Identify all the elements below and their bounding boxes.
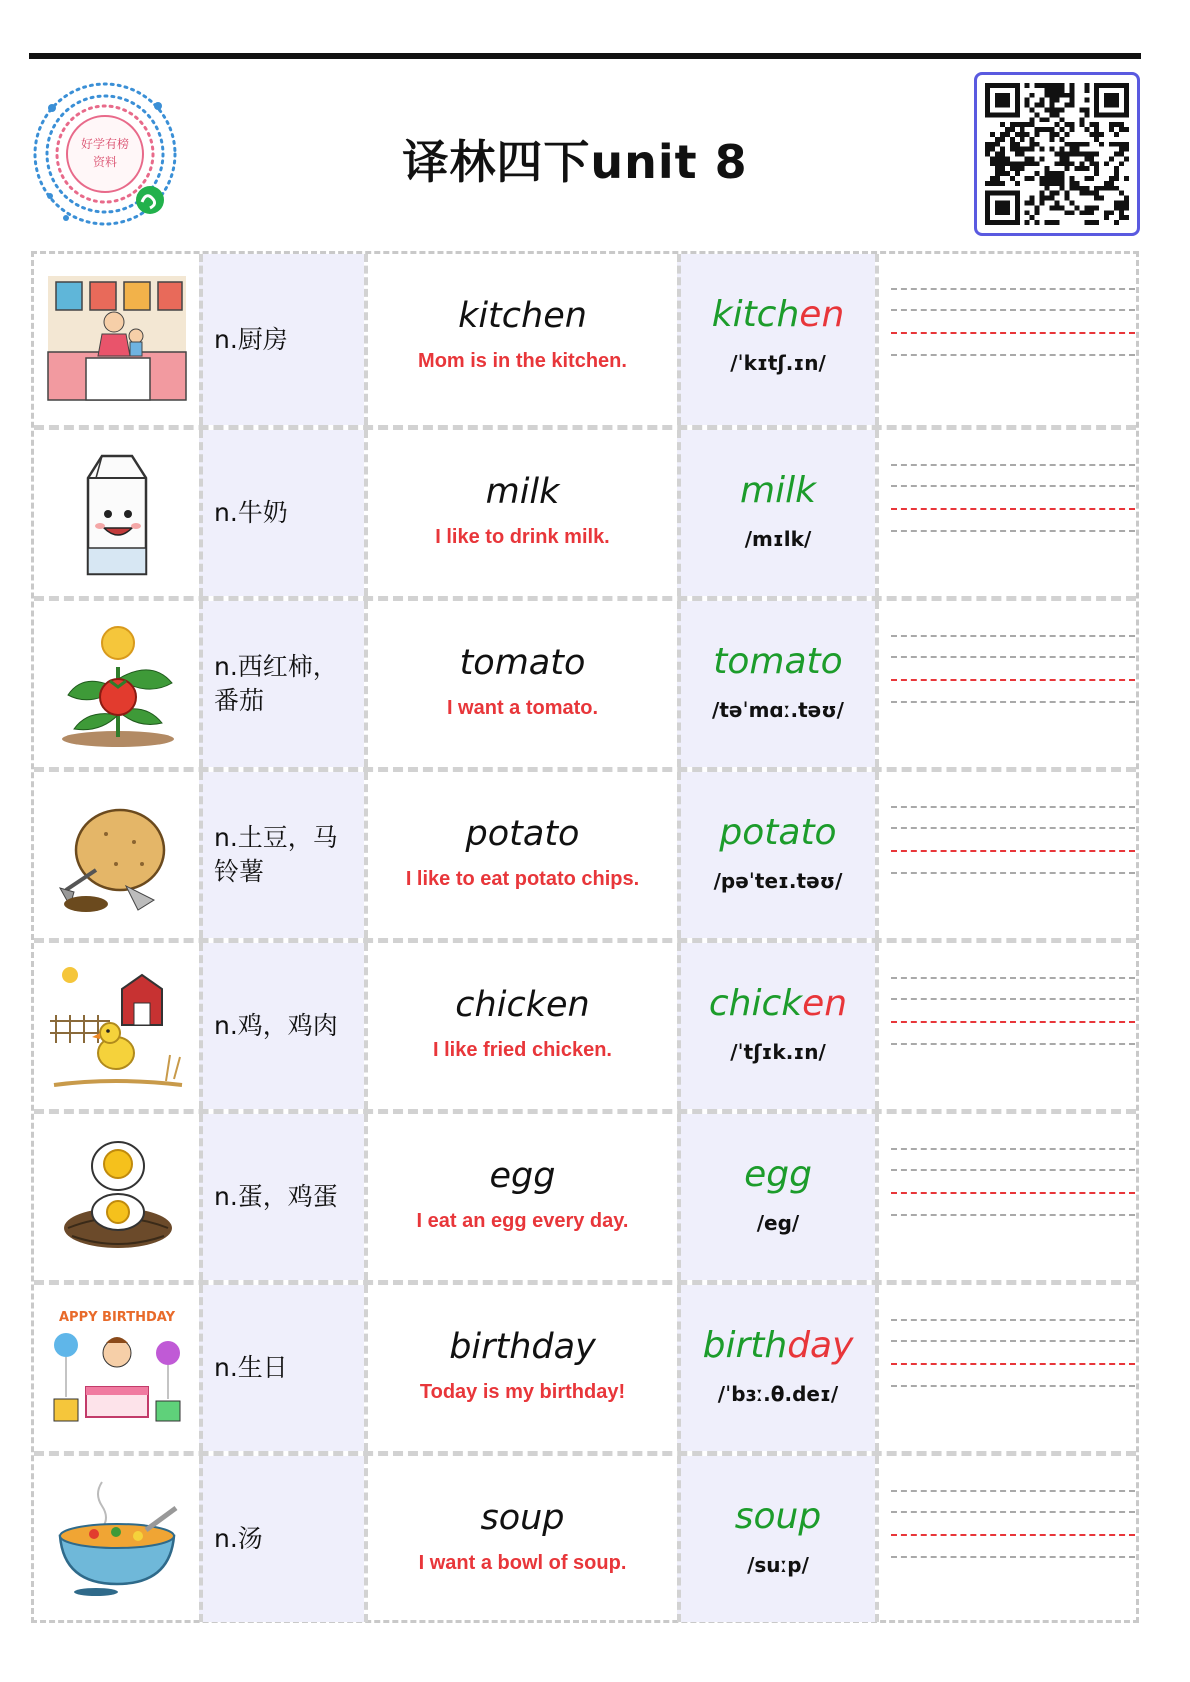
chinese-meaning-cell: [199, 430, 364, 596]
practice-line: [891, 485, 1135, 487]
practice-line: [891, 701, 1135, 703]
practice-line: [891, 1490, 1135, 1492]
chinese-meaning: n.生日: [214, 1353, 288, 1382]
logo-icon: [28, 78, 183, 230]
practice-line: [891, 1169, 1135, 1171]
word-cell: [364, 254, 677, 425]
picture-cell: [34, 254, 199, 425]
phonics-word: [681, 983, 875, 1024]
example-sentence: I want a bowl of soup.: [418, 1552, 627, 1574]
top-rule: [29, 53, 1141, 59]
phonics-part-green: chick: [708, 983, 803, 1024]
logo-text-1: 好学有榜: [80, 137, 130, 151]
practice-line: [891, 977, 1135, 979]
practice-line: [891, 1148, 1135, 1150]
phonics-part-red: en: [802, 983, 848, 1024]
practice-line: [891, 288, 1135, 290]
english-word: chicken: [455, 985, 590, 1025]
practice-baseline: [891, 679, 1135, 681]
tomato-icon: [46, 619, 188, 751]
ipa-transcription: /ˈtʃɪk.ɪn/: [730, 1040, 826, 1064]
picture-cell: [34, 1285, 199, 1451]
phonics-cell: [677, 1456, 875, 1622]
practice-line: [891, 998, 1135, 1000]
phonics-part-red: en: [799, 294, 845, 335]
practice-line: [891, 1340, 1135, 1342]
phonics-word: [681, 812, 875, 853]
chinese-meaning: n.牛奶: [214, 498, 288, 527]
practice-cell[interactable]: [875, 1456, 1136, 1622]
word-cell: [364, 1114, 677, 1280]
english-word: kitchen: [458, 296, 587, 336]
english-word: milk: [485, 472, 560, 512]
example-sentence: Today is my birthday!: [419, 1381, 626, 1403]
chinese-meaning-cell: [199, 1285, 364, 1451]
chinese-meaning-cell: [199, 254, 364, 425]
english-word: birthday: [449, 1327, 596, 1367]
kitchen-icon: [46, 272, 188, 404]
practice-line: [891, 1214, 1135, 1216]
table-row: [34, 1280, 1136, 1451]
picture-cell: [34, 601, 199, 767]
ipa-transcription: /ˈbɜː.θ.deɪ/: [717, 1382, 839, 1406]
english-word: potato: [465, 814, 580, 854]
practice-line: [891, 309, 1135, 311]
page-title: 译林四下unit 8: [402, 135, 748, 189]
phonics-cell: [677, 1114, 875, 1280]
phonics-word: [681, 641, 875, 682]
picture-cell: [34, 1114, 199, 1280]
potato-icon: [46, 790, 188, 922]
practice-line: [891, 827, 1135, 829]
chinese-meaning-cell: [199, 943, 364, 1109]
practice-line: [891, 1319, 1135, 1321]
practice-baseline: [891, 332, 1135, 334]
soup-icon: [46, 1474, 188, 1606]
practice-cell[interactable]: [875, 1285, 1136, 1451]
phonics-cell: [677, 1285, 875, 1451]
practice-cell[interactable]: [875, 772, 1136, 938]
ipa-transcription: /mɪlk/: [744, 527, 812, 551]
practice-line: [891, 1511, 1135, 1513]
word-cell: [364, 943, 677, 1109]
practice-cell[interactable]: [875, 430, 1136, 596]
phonics-cell: [677, 601, 875, 767]
practice-line: [891, 1385, 1135, 1387]
phonics-part-green: milk: [740, 470, 816, 511]
chicken-icon: [46, 961, 188, 1093]
practice-baseline: [891, 850, 1135, 852]
practice-cell[interactable]: [875, 601, 1136, 767]
example-sentence: I eat an egg every day.: [416, 1210, 629, 1232]
chinese-meaning-cell: [199, 1456, 364, 1622]
ipa-transcription: /təˈmɑː.təʊ/: [712, 698, 844, 722]
egg-icon: [46, 1132, 188, 1264]
table-row: [34, 1451, 1136, 1622]
practice-baseline: [891, 1192, 1135, 1194]
phonics-part-green: kitch: [711, 294, 800, 335]
practice-line: [891, 872, 1135, 874]
chinese-meaning: n.蛋，鸡蛋: [214, 1182, 338, 1211]
table-row: [34, 254, 1136, 425]
practice-cell[interactable]: [875, 943, 1136, 1109]
phonics-part-red: day: [787, 1325, 854, 1366]
word-cell: [364, 1285, 677, 1451]
phonics-cell: [677, 943, 875, 1109]
ipa-transcription: /pəˈteɪ.təʊ/: [713, 869, 843, 893]
qr-code-icon[interactable]: [974, 72, 1140, 236]
practice-line: [891, 530, 1135, 532]
phonics-word: [681, 1154, 875, 1195]
table-row: [34, 938, 1136, 1109]
practice-cell[interactable]: [875, 254, 1136, 425]
practice-baseline: [891, 1534, 1135, 1536]
svg-text:APPY BIRTHDAY: APPY BIRTHDAY: [59, 1310, 175, 1325]
ipa-transcription: /ˈkɪtʃ.ɪn/: [730, 351, 826, 375]
word-cell: [364, 1456, 677, 1622]
table-row: [34, 1109, 1136, 1280]
ipa-transcription: /suːp/: [747, 1553, 809, 1577]
phonics-word: [681, 470, 875, 511]
picture-cell: [34, 1456, 199, 1622]
english-word: soup: [480, 1498, 565, 1538]
picture-cell: [34, 430, 199, 596]
practice-cell[interactable]: [875, 1114, 1136, 1280]
practice-line: [891, 1556, 1135, 1558]
table-row: [34, 767, 1136, 938]
word-cell: [364, 430, 677, 596]
example-sentence: I like to drink milk.: [435, 526, 610, 548]
chinese-meaning: n.西红柿，番茄: [214, 652, 338, 715]
phonics-cell: [677, 772, 875, 938]
phonics-word: [681, 294, 875, 335]
practice-baseline: [891, 508, 1135, 510]
practice-line: [891, 464, 1135, 466]
phonics-word: [681, 1496, 875, 1537]
phonics-cell: [677, 430, 875, 596]
word-cell: [364, 601, 677, 767]
phonics-part-green: tomato: [713, 641, 843, 682]
chinese-meaning-cell: [199, 601, 364, 767]
table-row: [34, 425, 1136, 596]
chinese-meaning-cell: [199, 1114, 364, 1280]
phonics-part-green: potato: [719, 812, 837, 853]
picture-cell: [34, 772, 199, 938]
chinese-meaning: n.鸡，鸡肉: [214, 1011, 338, 1040]
practice-baseline: [891, 1363, 1135, 1365]
example-sentence: I want a tomato.: [446, 697, 599, 719]
table-row: [34, 596, 1136, 767]
birthday-icon: [46, 1303, 188, 1435]
example-sentence: Mom is in the kitchen.: [418, 350, 627, 372]
chinese-meaning-cell: [199, 772, 364, 938]
practice-line: [891, 354, 1135, 356]
phonics-part-green: soup: [734, 1496, 822, 1537]
example-sentence: I like fried chicken.: [433, 1039, 612, 1061]
example-sentence: I like to eat potato chips.: [405, 868, 640, 890]
practice-line: [891, 635, 1135, 637]
vocab-table: [31, 251, 1139, 1623]
practice-line: [891, 656, 1135, 658]
phonics-cell: [677, 254, 875, 425]
english-word: egg: [489, 1156, 556, 1196]
ipa-transcription: /eg/: [756, 1211, 800, 1235]
english-word: tomato: [459, 643, 586, 683]
milk-carton-icon: [46, 448, 188, 580]
phonics-part-green: birth: [702, 1325, 788, 1366]
practice-line: [891, 806, 1135, 808]
chinese-meaning: n.土豆，马铃薯: [214, 823, 338, 886]
phonics-part-green: egg: [744, 1154, 812, 1195]
chinese-meaning: n.厨房: [214, 324, 288, 354]
chinese-meaning: n.汤: [214, 1524, 263, 1553]
logo-text-2: 资料: [92, 155, 118, 169]
picture-cell: [34, 943, 199, 1109]
word-cell: [364, 772, 677, 938]
practice-line: [891, 1043, 1135, 1045]
phonics-word: [681, 1325, 875, 1366]
practice-baseline: [891, 1021, 1135, 1023]
